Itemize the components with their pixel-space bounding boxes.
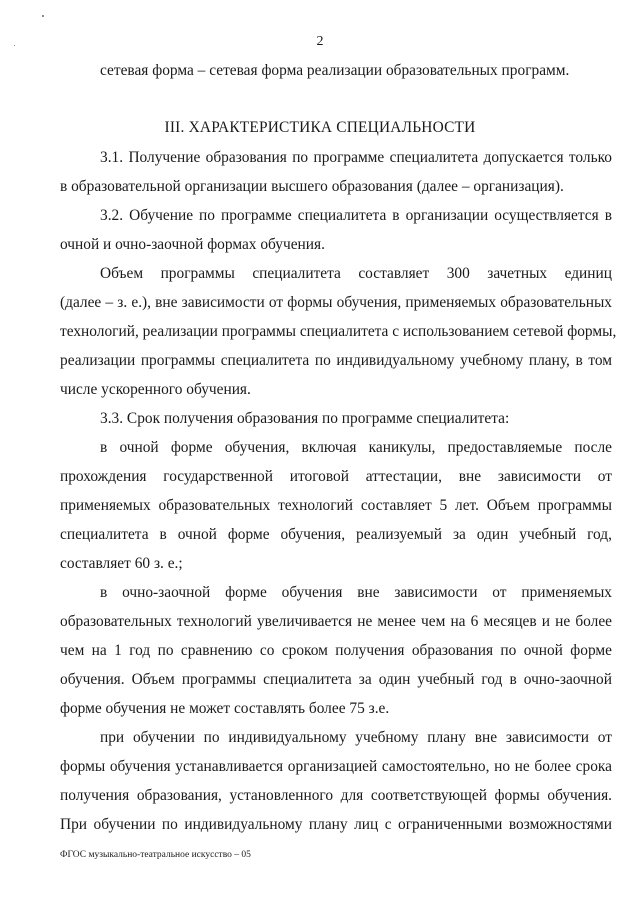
paragraph-line: образовательных технологий увеличивается не менее чем на 6 месяцев и не более xyxy=(60,613,612,630)
paragraph-line: чем на 1 год по сравнению со сроком получения образования по очной форме xyxy=(60,642,612,659)
paragraph-line: форме обучения не может составлять более 75 з.е. xyxy=(60,700,390,717)
text-line: сетевая форма – сетевая форма реализации образовательных программ. xyxy=(100,62,570,79)
paragraph-line: очной и очно-заочной формах обучения. xyxy=(60,236,325,253)
paragraph-line: реализации программы специалитета по индивидуальному учебному плану, в том xyxy=(60,352,612,369)
page-number: 2 xyxy=(316,34,324,49)
paragraph-line: При обучении по индивидуальному плану лиц с ограниченными возможностями xyxy=(60,816,612,833)
paragraph-line: прохождения государственной итоговой аттестации, вне зависимости от xyxy=(60,468,612,485)
section-heading: III. ХАРАКТЕРИСТИКА СПЕЦИАЛЬНОСТИ xyxy=(164,119,476,136)
document-footer: ФГОС музыкально-театральное искусство – 05 xyxy=(60,850,251,860)
paragraph-line: числе ускоренного обучения. xyxy=(60,381,251,398)
paragraph-line: 3.1. Получение образования по программе специалитета допускается только xyxy=(100,149,612,166)
paragraph-line: применяемых образовательных технологий составляет 5 лет. Объем программы xyxy=(60,497,612,514)
scan-speck xyxy=(42,15,44,17)
paragraph-line: при обучении по индивидуальному учебному плану вне зависимости от xyxy=(100,729,612,746)
paragraph-line: в образовательной организации высшего образования (далее – организация). xyxy=(60,178,564,195)
paragraph-line: 3.2. Обучение по программе специалитета в организации осуществляется в xyxy=(100,207,612,224)
paragraph-line: формы обучения устанавливается организацией самостоятельно, но не более срока xyxy=(60,758,612,775)
paragraph-line: в очно-заочной форме обучения вне зависимости от применяемых xyxy=(100,584,612,601)
paragraph-line: 3.3. Срок получения образования по программе специалитета: xyxy=(100,410,510,427)
paragraph-line: (далее – з. е.), вне зависимости от формы обучения, применяемых образовательных xyxy=(60,294,612,311)
paragraph-line: обучения. Объем программы специалитета за один учебный год в очно-заочной xyxy=(60,671,612,688)
paragraph-line: получения образования, установленного для соответствующей формы обучения. xyxy=(60,787,612,804)
paragraph-line: технологий, реализации программы специалитета с использованием сетевой формы, xyxy=(60,323,617,340)
paragraph-line: в очной форме обучения, включая каникулы, предоставляемые после xyxy=(100,439,612,456)
paragraph-line: специалитета в очной форме обучения, реализуемый за один учебный год, xyxy=(60,526,612,543)
paragraph-line: Объем программы специалитета составляет 300 зачетных единиц xyxy=(100,265,612,282)
paragraph-line: составляет 60 з. е.; xyxy=(60,555,183,572)
